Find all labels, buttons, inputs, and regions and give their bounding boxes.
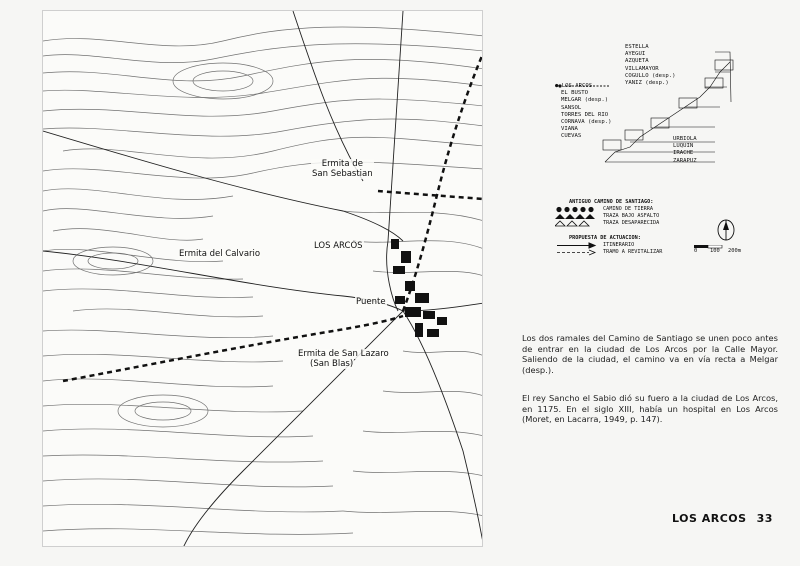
inset-place: AYEGUI — [625, 51, 646, 58]
legend-label: ITINERARIO — [603, 242, 635, 248]
inset-place: CORNAVA (desp.) — [561, 119, 612, 126]
town-blocks — [391, 239, 447, 337]
inset-place: AZQUETA — [625, 58, 649, 65]
inset-place: IRACHE — [673, 150, 694, 157]
inset-left-list — [555, 83, 612, 141]
scale-label-end: 200m — [728, 248, 741, 254]
legend-symbol-dash-arrow — [555, 249, 599, 256]
legend-symbol-open-triangles — [555, 220, 599, 227]
legend-heading-old: ANTIGUO CAMINO DE SANTIAGO: — [569, 199, 654, 205]
inset-place: CUEVAS — [561, 133, 582, 140]
legend-label: TRAMO A REVITALIZAR — [603, 249, 663, 255]
legend-item-tierra — [555, 206, 745, 213]
scale-label-mid: 100 — [710, 248, 720, 254]
north-arrow-icon — [716, 218, 736, 244]
paragraph-1: Los dos ramales del Camino de Santiago se unen poco antes de entrar en la ciudad de Los Arcos por la Calle Mayor. Saliendo de la ciudad, el camino va en vía recta a Melgar (desp.). — [522, 333, 778, 375]
map-drawing — [43, 11, 483, 547]
legend-symbol-triangles — [555, 213, 599, 220]
label-ermita-san-lazaro: Ermita de San Lazaro — [298, 349, 389, 359]
label-ermita-san-sebastian-l1: Ermita de — [321, 159, 363, 169]
inset-place: ZARAPUZ — [673, 157, 697, 164]
legend-label: TRAZA DESAPARECIDA — [603, 220, 660, 226]
topographic-map — [42, 10, 483, 547]
inset-place: VIANA — [561, 126, 578, 133]
label-los-arcos: LOS ARCOS — [314, 241, 363, 251]
inset-place: TORRES DEL RIO — [561, 111, 609, 118]
legend-heading-new: PROPUESTA DE ACTUACION: — [569, 235, 641, 241]
paragraph-2: El rey Sancho el Sabio dió su fuero a la ciudad de Los Arcos, en 1175. En el siglo XIII, había un hospital en Los Arcos (Moret, en Lacarra, 1949, p. 147). — [522, 393, 778, 425]
inset-right-list — [625, 44, 676, 87]
inset-place: MELGAR (desp.) — [561, 97, 609, 104]
label-ermita-calvario: Ermita del Calvario — [179, 249, 261, 259]
contour-lines — [43, 27, 483, 534]
inset-place: SANSOL — [561, 104, 582, 111]
inset-place: EL BUSTO — [561, 90, 588, 97]
route-inset — [555, 42, 745, 182]
legend-label: TRAZA BAJO ASFALTO — [603, 213, 660, 219]
label-san-blas: (San Blas) — [310, 359, 354, 369]
page-number: 33 — [756, 512, 773, 525]
inset-place: LUQUIN — [673, 143, 694, 150]
legend-label: CAMINO DE TIERRA — [603, 206, 653, 212]
inset-place: YANIZ (desp.) — [625, 80, 669, 87]
label-puente: Puente — [356, 297, 386, 307]
label-ermita-san-sebastian-l2: San Sebastian — [312, 169, 373, 179]
legend-symbol-arrow — [555, 242, 599, 249]
inset-place: COGULLO (desp.) — [625, 72, 676, 79]
legend-symbol-dots — [555, 206, 599, 213]
footer-title: LOS ARCOS — [672, 512, 747, 525]
page-footer — [672, 512, 773, 525]
inset-place: VILLAMAYOR — [625, 65, 659, 72]
inset-bottom-list — [673, 136, 697, 165]
scale-bar — [694, 245, 764, 257]
inset-current-marker: ● — [555, 83, 559, 89]
scale-label-zero: 0 — [694, 248, 698, 254]
inset-place: ESTELLA — [625, 44, 649, 50]
roads — [43, 11, 483, 547]
label-ermita-san-sebastian — [311, 159, 374, 179]
inset-place: LOS ARCOS — [561, 83, 593, 89]
inset-place: URBIOLA — [673, 136, 697, 142]
